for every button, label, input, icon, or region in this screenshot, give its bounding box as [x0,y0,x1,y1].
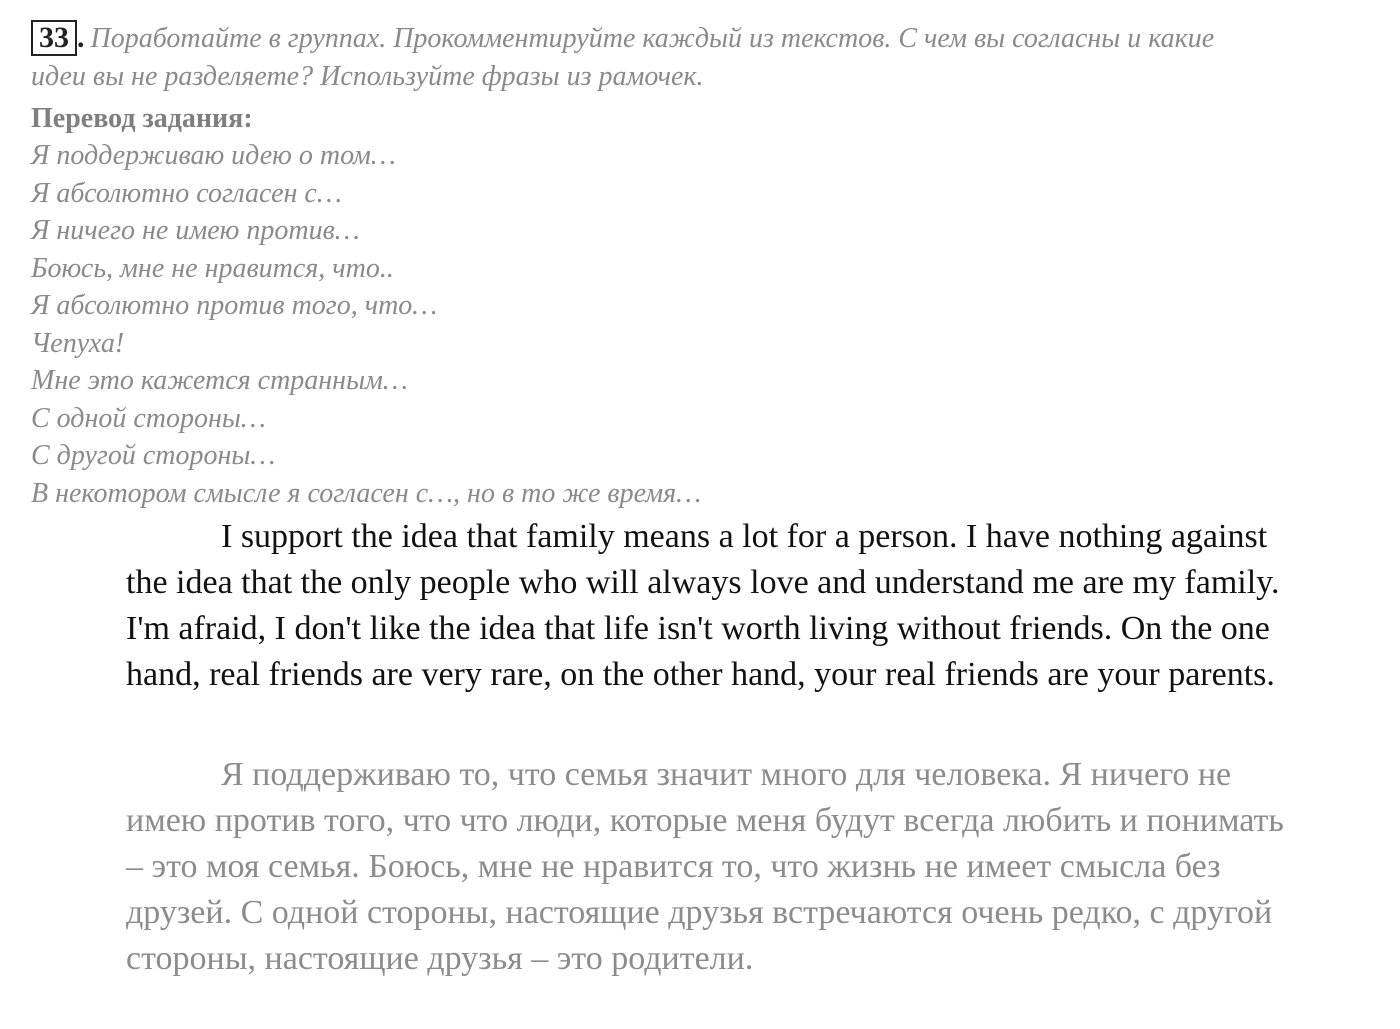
phrase-item: Чепуха! [31,327,125,359]
russian-answer-paragraph: Я поддерживаю то, что семья значит много для человека. Я ничего не имею против того, что что люди, которые меня будут всегда любить и понимать – это моя семья. Боюсь, мне не нравится то, что жизнь не имеет смысла без друзей. С одной стороны, настоящие друзья встречаются очень редко, с другой стороны, настоящие друзья – это родители. [126,756,1284,977]
english-answer-paragraph: I support the idea that family means a lot for a person. I have nothing against the idea that the only people who will always love and understand me are my family. I'm afraid, I don't like the idea that life isn't worth living without friends. On the one hand, real friends are very rare, on the other hand, your real friends are your parents. [126,518,1280,693]
phrase-item: С другой стороны… [31,440,276,471]
phrase-list [31,137,1261,512]
task-header [31,20,1261,96]
translation-block [31,101,1261,512]
task-instruction: Поработайте в группах. Прокомментируйте каждый из текстов. С чем вы согласны и какие идеи вы не разделяете? Используйте фразы из рамочек. [31,23,1215,92]
phrase-item: Я ничего не имею против… [31,215,360,246]
translation-heading: Перевод задания: [31,103,253,134]
phrase-item: Боюсь, мне не нравится, что.. [31,252,394,284]
phrase-item: С одной стороны… [31,402,266,434]
task-number: 33 [31,20,77,56]
phrase-item: Я поддерживаю идею о том… [31,140,396,171]
phrase-item: Мне это кажется странным… [31,365,408,396]
phrase-item: В некотором смысле я согласен с…, но в то же время… [31,477,702,509]
task-number-dot: . [77,21,85,54]
phrase-item: Я абсолютно согласен с… [31,177,342,209]
phrase-item: Я абсолютно против того, что… [31,290,438,321]
